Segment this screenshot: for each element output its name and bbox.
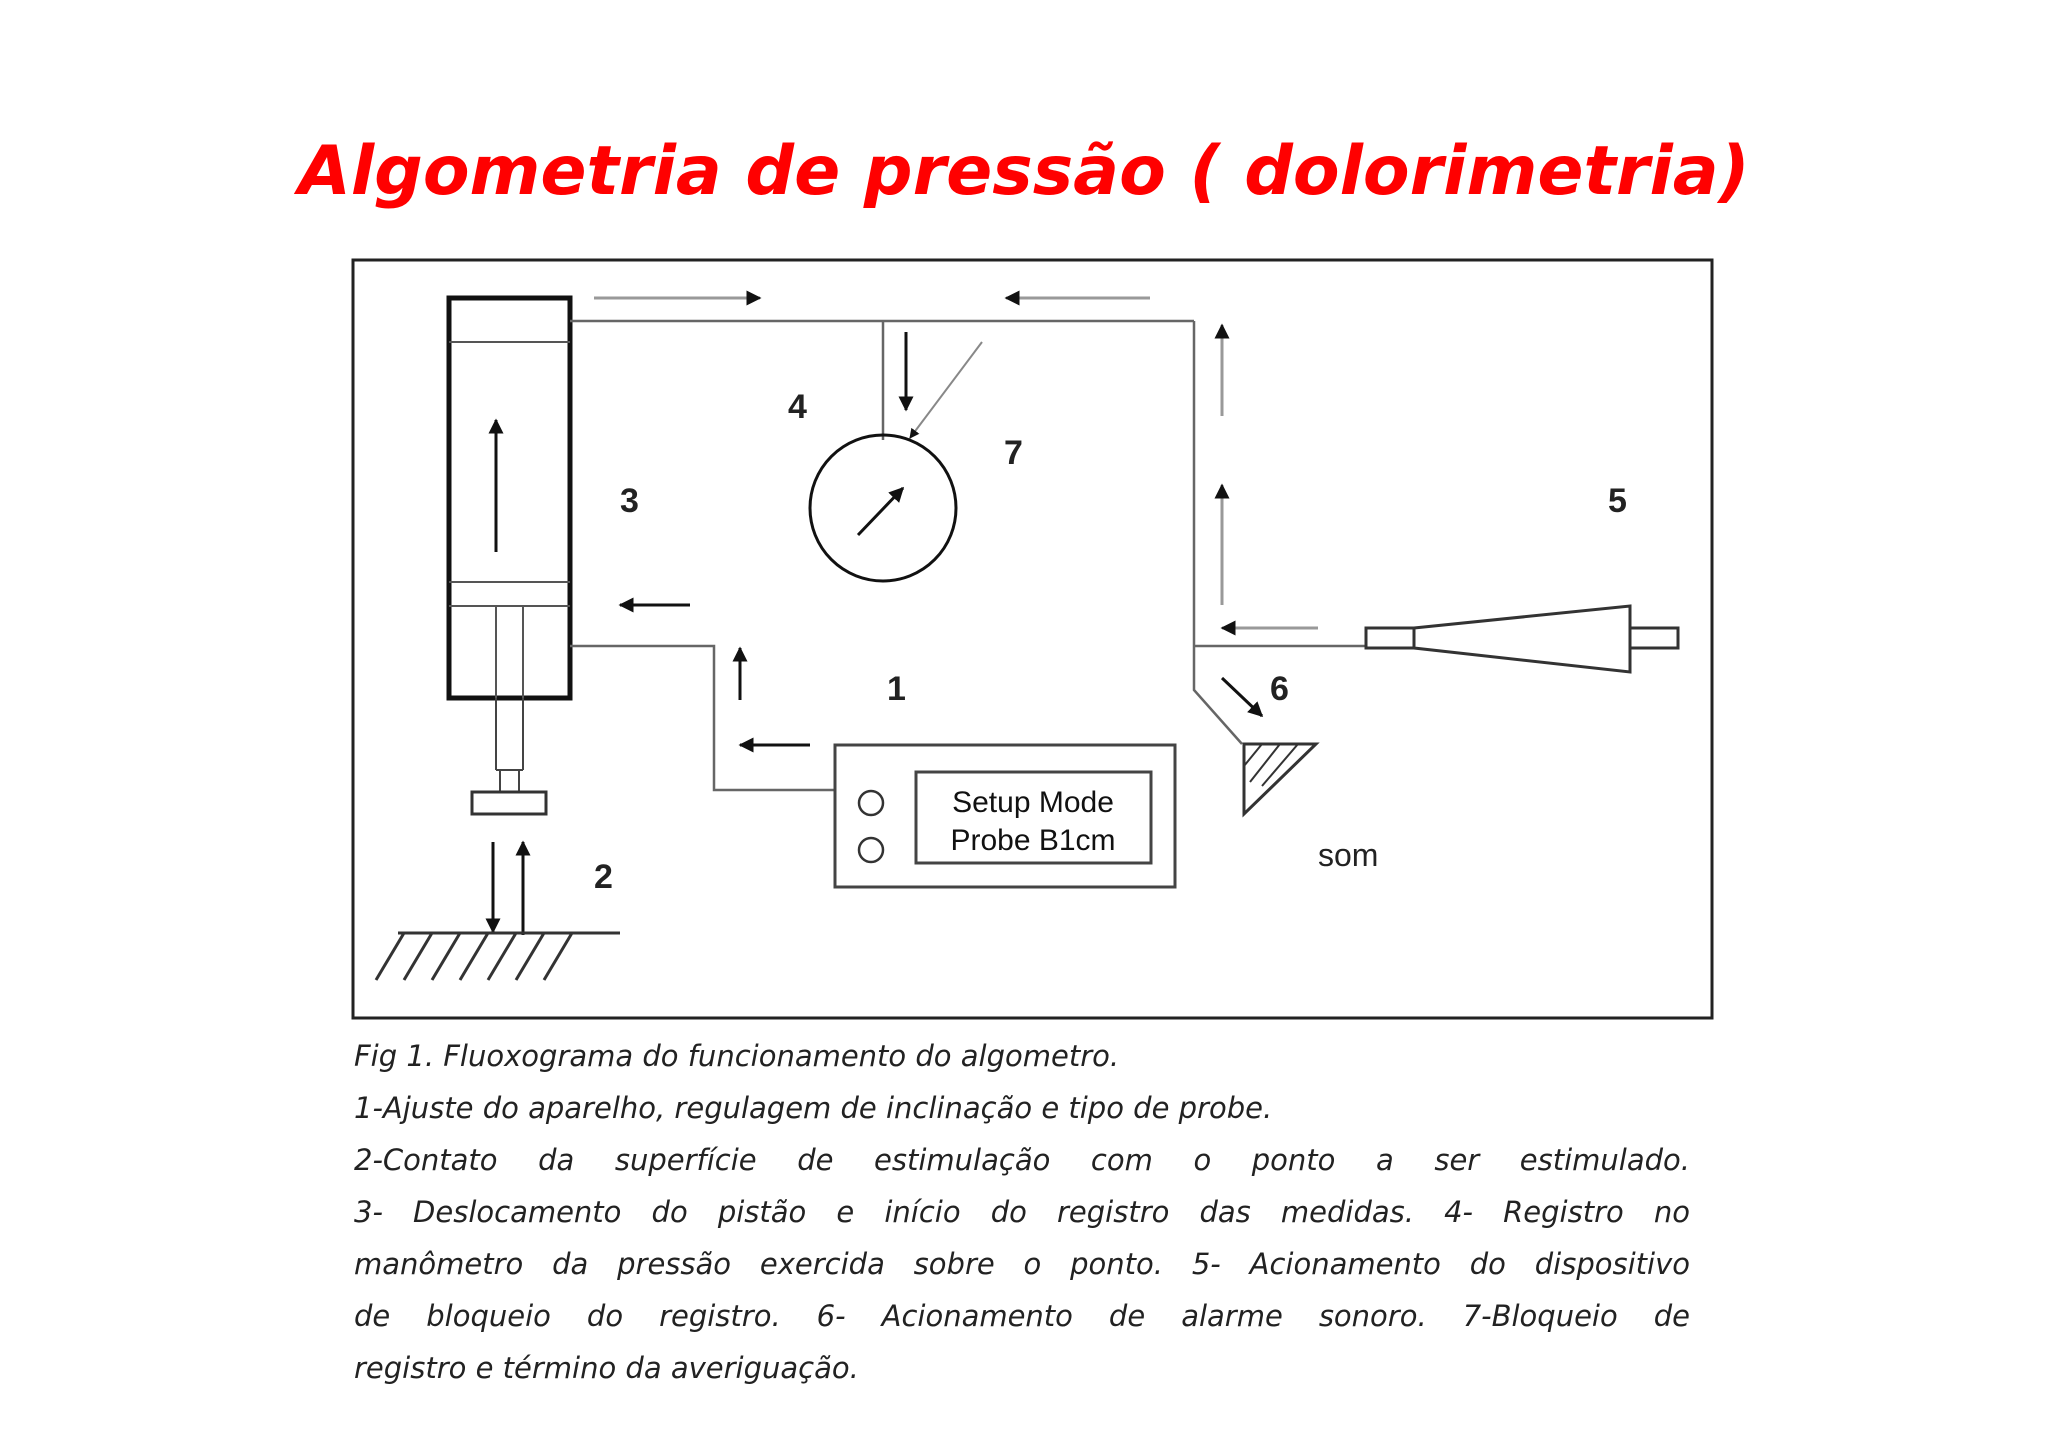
probe-tip: [472, 792, 546, 814]
label-6: 6: [1270, 670, 1289, 708]
label-1: 1: [887, 670, 906, 708]
lower-pipe: [570, 646, 835, 790]
manometer-needle: [858, 488, 903, 535]
label-2: 2: [594, 858, 613, 896]
caption-line-1: 1-Ajuste do aparelho, regulagem de inclinação e tipo de probe.: [354, 1091, 1273, 1125]
display-line-2: Probe B1cm: [950, 824, 1116, 857]
sound-label: som: [1318, 837, 1379, 873]
upper-pipe: [570, 321, 1194, 646]
alarm-arrow: [1222, 678, 1262, 716]
label-3: 3: [620, 482, 639, 520]
control-led-1: [859, 791, 883, 815]
alarm-pipe: [1194, 646, 1242, 744]
speaker-icon: [1244, 744, 1316, 814]
label-7: 7: [1004, 434, 1023, 472]
caption-line-6: registro e término da averiguação.: [354, 1351, 859, 1385]
lock-device: [1366, 606, 1678, 672]
display-line-1: Setup Mode: [952, 786, 1114, 819]
piston-cylinder: [449, 298, 570, 698]
slide-title: Algometria de pressão ( dolorimetria): [298, 132, 1750, 211]
label-5: 5: [1608, 482, 1627, 520]
ground-surface: [376, 933, 620, 980]
speaker-hatch: [1244, 744, 1298, 786]
lock-arrow: [910, 342, 982, 438]
caption-figure-title: Fig 1. Fluoxograma do funcionamento do algometro.: [354, 1039, 1120, 1073]
caption-line-3: 3- Deslocamento do pistão e início do registro das medidas. 4- Registro no: [354, 1195, 1690, 1229]
control-led-2: [859, 838, 883, 862]
figure-caption: [354, 1030, 1690, 1394]
caption-line-4: manômetro da pressão exercida sobre o ponto. 5- Acionamento do dispositivo: [354, 1247, 1690, 1281]
figure-frame: [353, 260, 1712, 1018]
caption-line-2: 2-Contato da superfície de estimulação com o ponto a ser estimulado.: [354, 1143, 1690, 1177]
piston-rod: [496, 698, 523, 792]
label-4: 4: [788, 388, 807, 426]
caption-line-5: de bloqueio do registro. 6- Acionamento de alarme sonoro. 7-Bloqueio de: [354, 1299, 1690, 1333]
